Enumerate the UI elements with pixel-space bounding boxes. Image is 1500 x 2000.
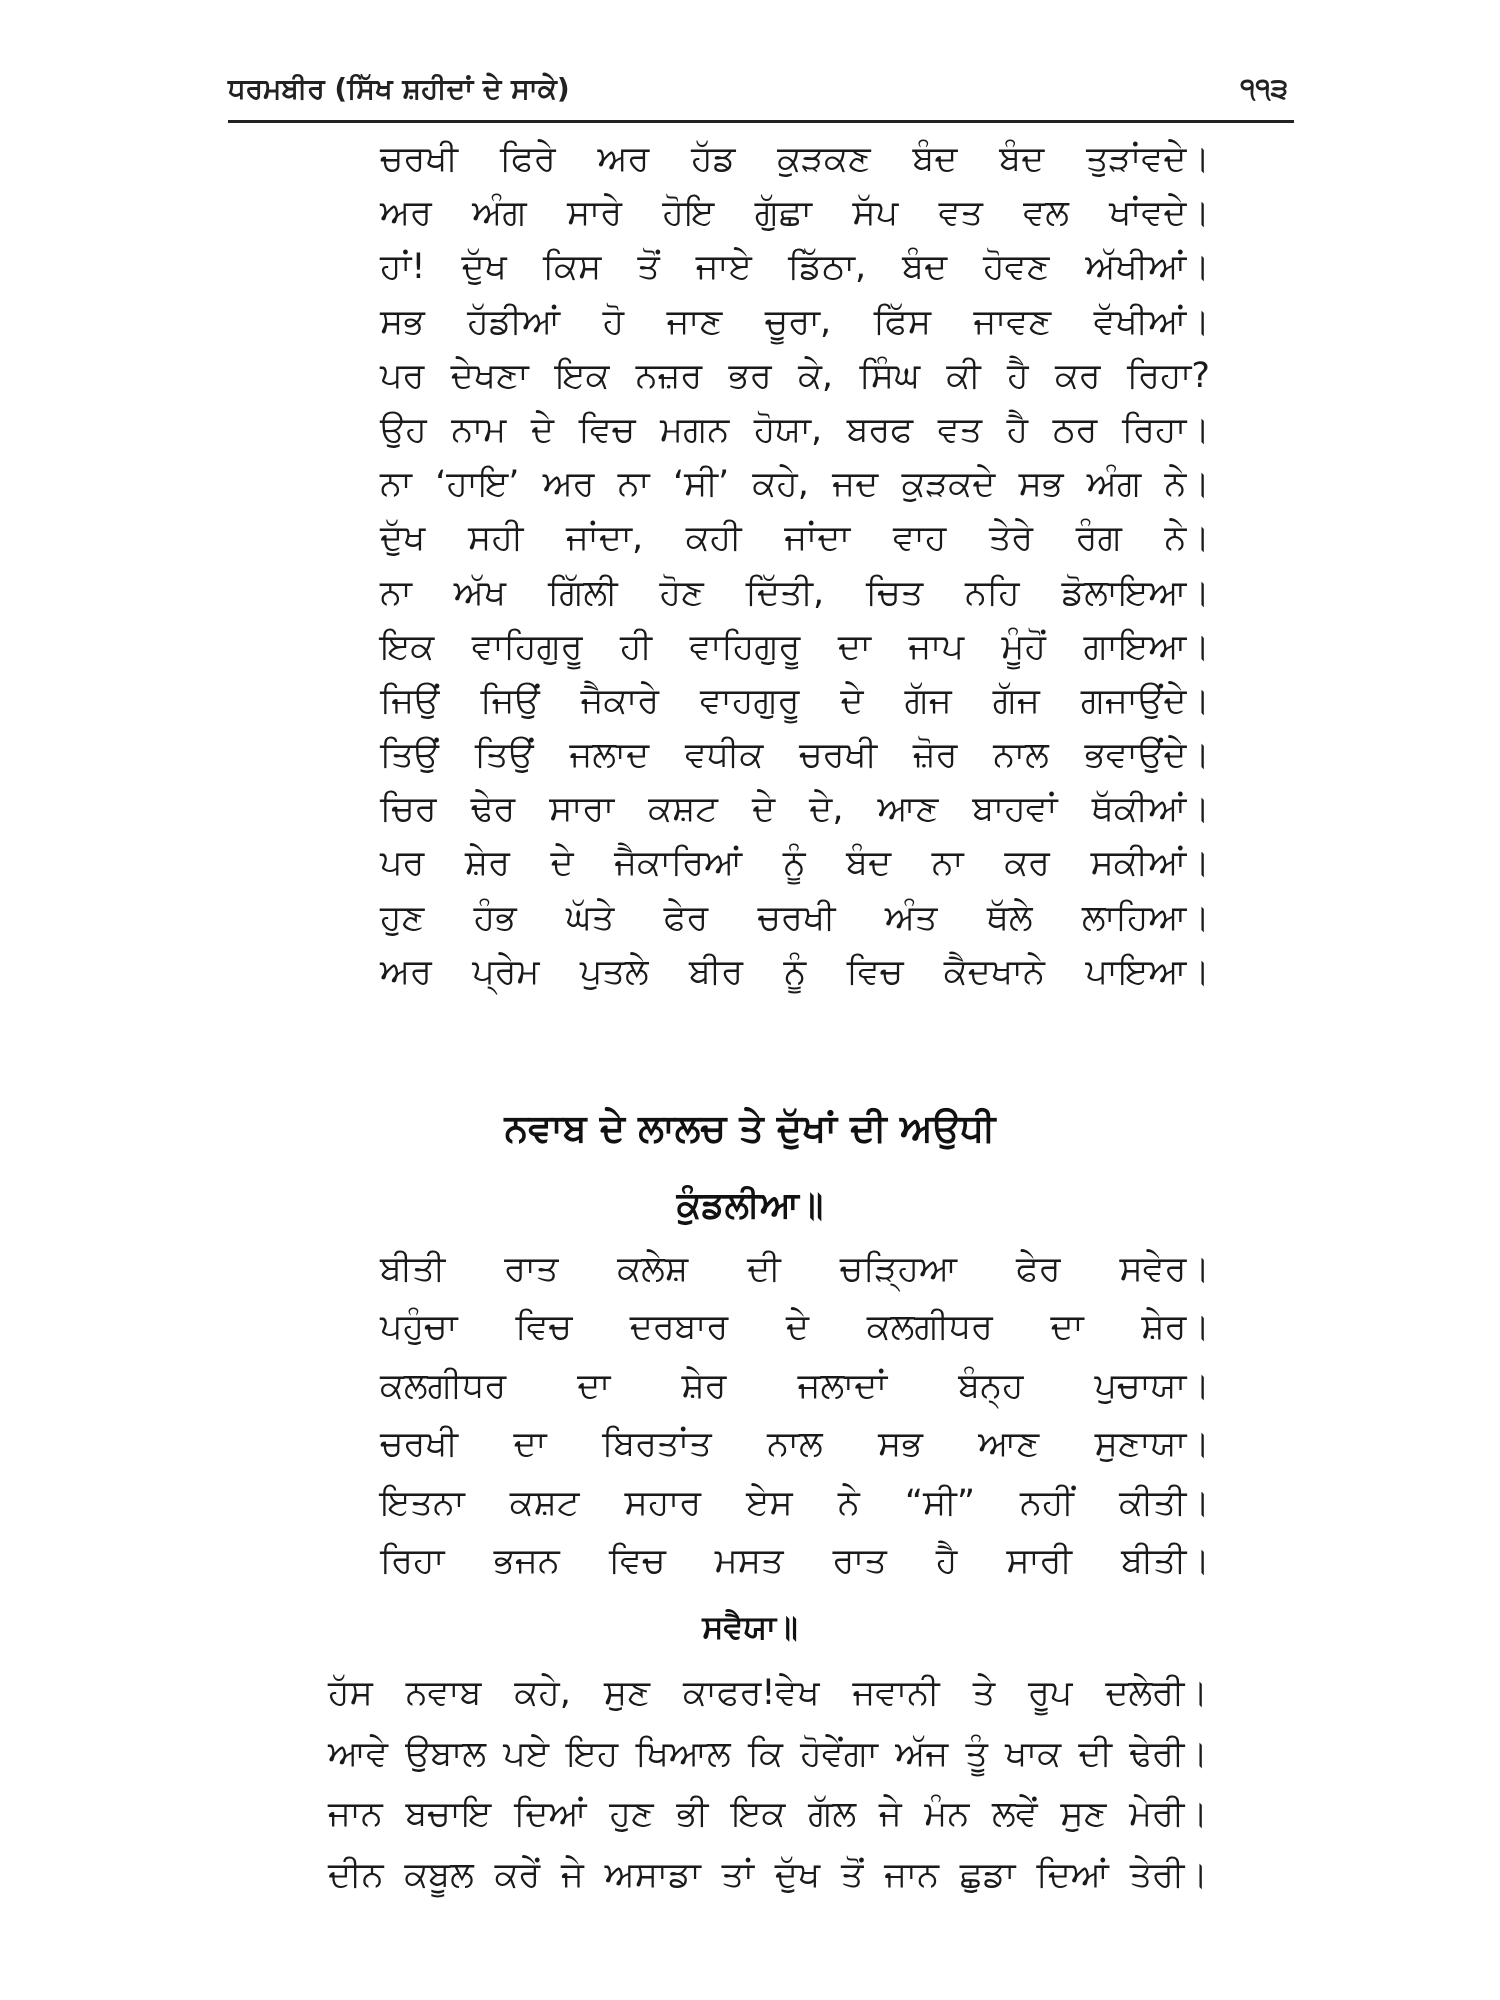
verse-line: ਇਤਨਾ ਕਸ਼ਟ ਸਹਾਰ ਏਸ ਨੇ “ਸੀ” ਨਹੀਂ ਕੀਤੀ।	[380, 1482, 1210, 1523]
verse-line: ਤਿਉਂ ਤਿਉਂ ਜਲਾਦ ਵਧੀਕ ਚਰਖੀ ਜ਼ੋਰ ਨਾਲ ਭਵਾਉਂਦੇ।	[380, 735, 1210, 776]
page-number: ੧੧੩	[1240, 72, 1288, 105]
running-header	[228, 72, 1288, 122]
verse-line: ਚਿਰ ਢੇਰ ਸਾਰਾ ਕਸ਼ਟ ਦੇ ਦੇ, ਆਣ ਬਾਹਵਾਂ ਥੱਕੀਆਂ।	[380, 789, 1210, 830]
verse-line: ਬੀਤੀ ਰਾਤ ਕਲੇਸ਼ ਦੀ ਚੜ੍ਹਿਆ ਫੇਰ ਸਵੇਰ।	[380, 1249, 1210, 1289]
verse-stanza-3	[328, 1672, 1208, 1914]
verse-line: ਸਭ ਹੱਡੀਆਂ ਹੋ ਜਾਣ ਚੂਰਾ, ਫਿੱਸ ਜਾਵਣ ਵੱਖੀਆਂ।	[380, 301, 1210, 342]
verse-line: ਹੁਣ ਹੰਭ ਘੱਤੇ ਫੇਰ ਚਰਖੀ ਅੰਤ ਥੱਲੇ ਲਾਹਿਆ।	[380, 897, 1210, 938]
verse-line: ਨਾ ਅੱਖ ਗਿੱਲੀ ਹੋਣ ਦਿੱਤੀ, ਚਿਤ ਨਹਿ ਡੋਲਾਇਆ।	[380, 572, 1210, 613]
verse-line: ਅਰ ਅੰਗ ਸਾਰੇ ਹੋਇ ਗੁੱਛਾ ਸੱਪ ਵਤ ਵਲ ਖਾਂਵਦੇ।	[380, 193, 1210, 234]
verse-line: ਹਾਂ! ਦੁੱਖ ਕਿਸ ਤੋਂ ਜਾਏ ਡਿੱਠਾ, ਬੰਦ ਹੋਵਣ ਅੱਖੀਆਂ।	[380, 247, 1210, 288]
verse-line: ਚਰਖੀ ਫਿਰੇ ਅਰ ਹੱਡ ਕੁੜਕਣ ਬੰਦ ਬੰਦ ਤੁੜਾਂਵਦੇ।	[380, 139, 1210, 179]
verse-line: ਚਰਖੀ ਦਾ ਬਿਰਤਾਂਤ ਨਾਲ ਸਭ ਆਣ ਸੁਣਾਯਾ।	[380, 1424, 1210, 1465]
verse-line: ਇਕ ਵਾਹਿਗੁਰੂ ਹੀ ਵਾਹਿਗੁਰੂ ਦਾ ਜਾਪ ਮੂੰਹੋਂ ਗਾਇਆ।	[380, 626, 1210, 667]
verse-line: ਜਿਉਂ ਜਿਉਂ ਜੈਕਾਰੇ ਵਾਹਗੁਰੂ ਦੇ ਗੱਜ ਗੱਜ ਗਜਾਉਂਦੇ।	[380, 680, 1210, 721]
verse-stanza-2	[380, 1248, 1210, 1598]
verse-line: ਉਹ ਨਾਮ ਦੇ ਵਿਚ ਮਗਨ ਹੋਯਾ, ਬਰਫ ਵਤ ਹੈ ਠਰ ਰਿਹਾ।	[380, 409, 1210, 450]
verse-line: ਅਰ ਪ੍ਰੇਮ ਪੁਤਲੇ ਬੀਰ ਨੂੰ ਵਿਚ ਕੈਦਖਾਨੇ ਪਾਇਆ।	[380, 951, 1210, 992]
book-title: ਧਰਮਬੀਰ (ਸਿੱਖ ਸ਼ਹੀਦਾਂ ਦੇ ਸਾਕੇ)	[228, 72, 570, 105]
verse-line: ਜਾਨ ਬਚਾਇ ਦਿਆਂ ਹੁਣ ਭੀ ਇਕ ਗੱਲ ਜੇ ਮੰਨ ਲਵੇਂ ਸੁਣ ਮੇਰੀ।	[328, 1794, 1208, 1834]
verse-line: ਹੱਸ ਨਵਾਬ ਕਹੇ, ਸੁਣ ਕਾਫਰ!ਵੇਖ ਜਵਾਨੀ ਤੇ ਰੂਪ ਦਲੇਰੀ।	[328, 1673, 1208, 1713]
verse-line: ਪਹੁੰਚਾ ਵਿਚ ਦਰਬਾਰ ਦੇ ਕਲਗੀਧਰ ਦਾ ਸ਼ੇਰ।	[380, 1307, 1210, 1348]
verse-line: ਨਾ ‘ਹਾਇ’ ਅਰ ਨਾ ‘ਸੀ’ ਕਹੇ, ਜਦ ਕੁੜਕਦੇ ਸਭ ਅੰਗ ਨੇ।	[380, 464, 1210, 505]
verse-line: ਪਰ ਦੇਖਣਾ ਇਕ ਨਜ਼ਰ ਭਰ ਕੇ, ਸਿੰਘ ਕੀ ਹੈ ਕਰ ਰਿਹਾ?	[380, 355, 1210, 396]
section-heading: ਨਵਾਬ ਦੇ ਲਾਲਚ ਤੇ ਦੁੱਖਾਂ ਦੀ ਅਉਧੀ	[504, 1106, 996, 1150]
verse-line: ਰਿਹਾ ਭਜਨ ਵਿਚ ਮਸਤ ਰਾਤ ਹੈ ਸਾਰੀ ਬੀਤੀ।	[380, 1540, 1210, 1581]
kundlia-heading: ਕੁੰਡਲੀਆ॥	[676, 1185, 824, 1226]
verse-stanza-1	[380, 138, 1210, 1005]
swaiya-heading: ਸਵੈਯਾ॥	[702, 1608, 798, 1646]
header-divider	[228, 120, 1294, 123]
verse-line: ਕਲਗੀਧਰ ਦਾ ਸ਼ੇਰ ਜਲਾਦਾਂ ਬੰਨ੍ਹ ਪੁਚਾਯਾ।	[380, 1365, 1210, 1406]
verse-line: ਦੀਨ ਕਬੂਲ ਕਰੇਂ ਜੇ ਅਸਾਡਾ ਤਾਂ ਦੁੱਖ ਤੋਂ ਜਾਨ ਛੁਡਾ ਦਿਆਂ ਤੇਰੀ।	[328, 1854, 1208, 1895]
verse-line: ਦੁੱਖ ਸਹੀ ਜਾਂਦਾ, ਕਹੀ ਜਾਂਦਾ ਵਾਹ ਤੇਰੇ ਰੰਗ ਨੇ।	[380, 518, 1210, 559]
verse-line: ਆਵੇ ਉਬਾਲ ਪਏ ਇਹ ਖਿਆਲ ਕਿ ਹੋਵੇਂਗਾ ਅੱਜ ਤੂੰ ਖਾਕ ਦੀ ਢੇਰੀ।	[328, 1733, 1208, 1774]
verse-line: ਪਰ ਸ਼ੇਰ ਦੇ ਜੈਕਾਰਿਆਂ ਨੂੰ ਬੰਦ ਨਾ ਕਰ ਸਕੀਆਂ।	[380, 843, 1210, 884]
